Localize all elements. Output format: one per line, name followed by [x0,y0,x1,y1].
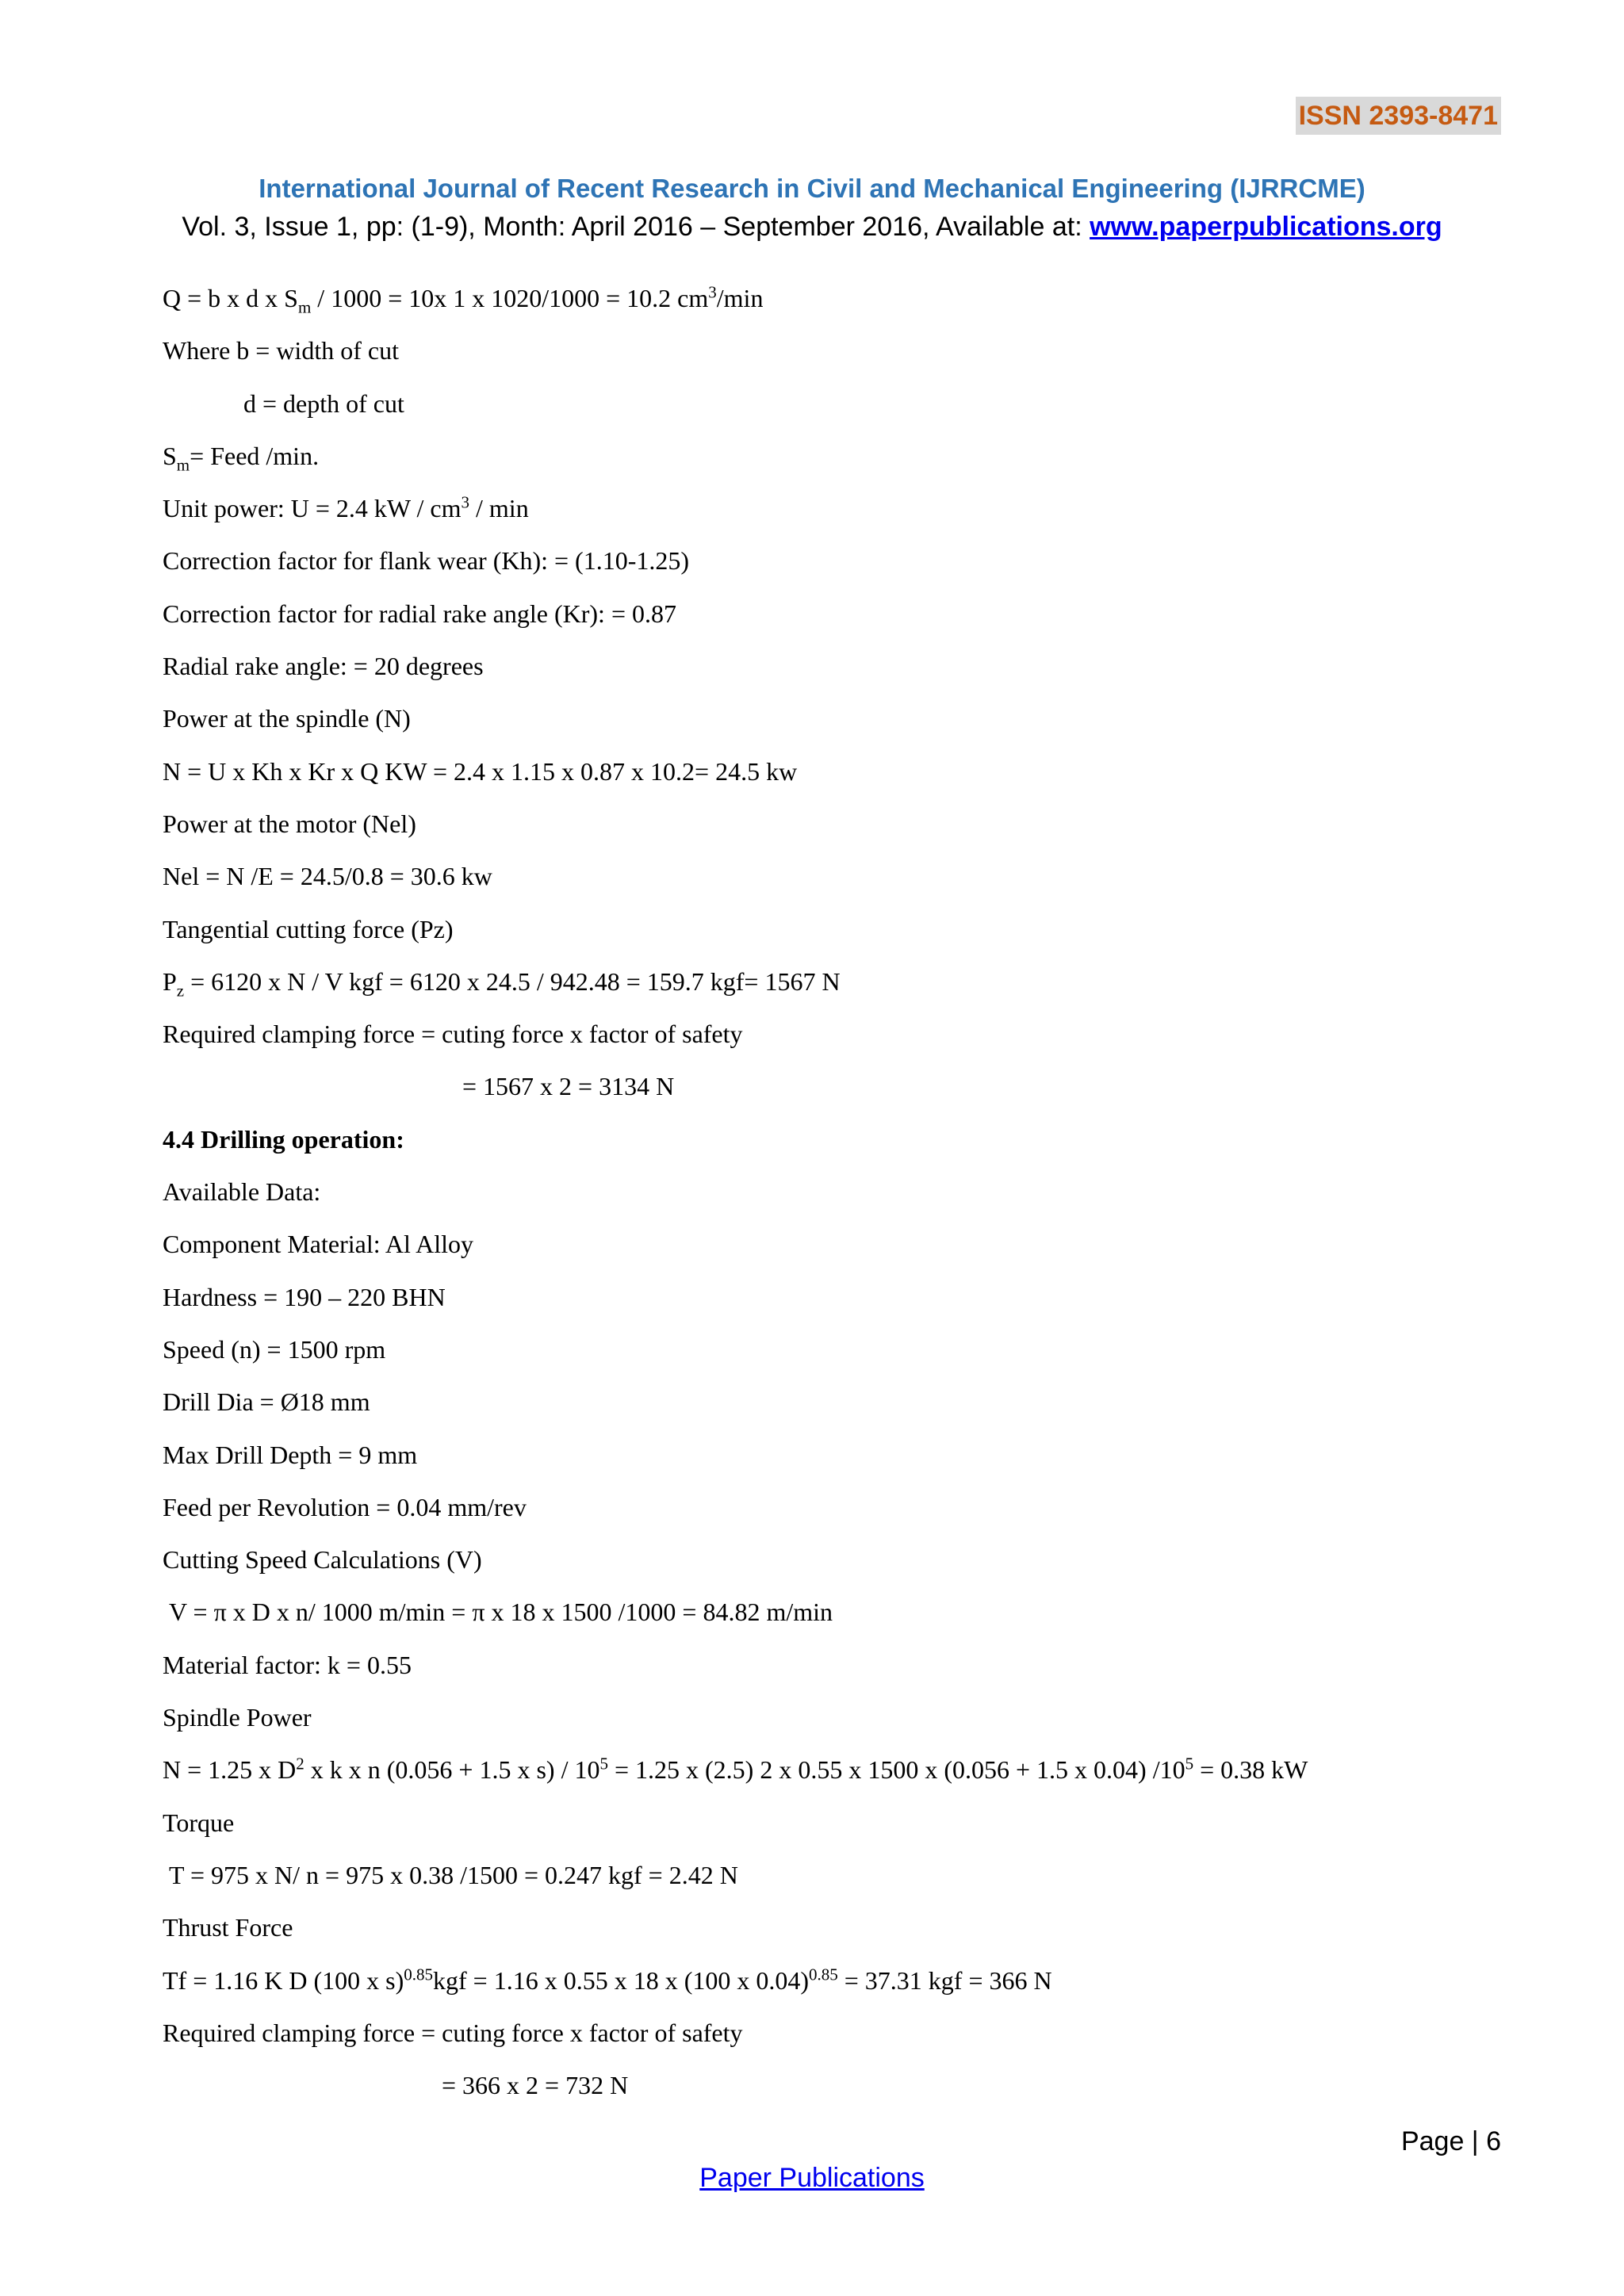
motor-power-equation: Nel = N /E = 24.5/0.8 = 30.6 kw [163,862,492,891]
clamping-force-label-2: Required clamping force = cuting force x factor of safety [163,2018,743,2047]
thrust-force-label: Thrust Force [163,1913,293,1942]
clamping-force-value-2: = 366 x 2 = 732 N [442,2071,629,2100]
clamping-force-label: Required clamping force = cuting force x factor of safety [163,1020,743,1049]
flow-rate-equation: Q = b x d x $S_m / 1000 = 10x$ 1 x 1020/1000 = 10.2 $cm^3/\min$ [163,282,764,317]
spindle-power-equation: N = U x Kh x Kr x Q KW = 2.4 x 1.15 x 0.87 x 10.2= 24.5 kw [163,756,798,786]
page-number: Page | 6 [1400,2126,1501,2156]
clamping-force-value: = 1567 x 2 = 3134 N [462,1072,675,1101]
volume-text: Vol. 3, Issue 1, pp: (1-9), Month: April 2016 – September 2016, Available at: [182,212,1090,242]
motor-power-label: Power at the motor (Nel) [163,809,416,838]
spindle-power-equation-2: N = 1.25 x $D^2$ x k x n (0.056 + 1.5 x $s) / 10^5 = 1.25$ x (2.5) 2 x 0.55 x 1500 x (0.056 + 1.5 x 0.04) $/10^5 = 0.38$ kW [163,1754,1308,1785]
where-depth: d = depth of cut [243,388,404,418]
section-heading: 4.4 Drilling operation: [163,1124,404,1154]
spindle-power-label-2: Spindle Power [163,1703,312,1732]
unit-power: Unit power: U = 2.4 kW / $cm^3$ / min [163,492,529,523]
drill-diameter: Drill Dia = Ø18 mm [163,1387,370,1417]
flank-wear-factor: Correction factor for flank wear (Kh): = (1.10-1.25) [163,546,690,576]
torque-label: Torque [163,1808,235,1837]
where-width: Where b = width of cut [163,336,399,365]
torque-equation: T = 975 x N/ n = 975 x 0.38 /1500 = 0.247 kgf = 2.42 N [169,1860,738,1889]
footer [0,2163,1624,2194]
rake-angle-factor: Correction factor for radial rake angle (Kr): = 0.87 [163,599,676,628]
feed-per-revolution: Feed per Revolution = 0.04 mm/rev [163,1492,527,1521]
hardness: Hardness = 190 – 220 BHN [163,1282,446,1311]
drill-depth: Max Drill Depth = 9 mm [163,1440,418,1469]
body-text [163,277,1495,2116]
volume-line [0,208,1624,246]
tangential-force-equation: $P_z = 6120$ x N / V kgf = 6120 x 24.5 / 942.48 = 159.7 kgf= 1567 N [163,966,841,1001]
speed: Speed (n) = 1500 rpm [163,1334,386,1364]
thrust-force-equation: Tf = 1.16 K D (100 x s)$^{0.85}$kgf = 1.16 x 0.55 x 18 x (100 x 0.04)$^{0.85}$ = 37.31 kgf = 366 N [163,1964,1052,1995]
cutting-speed-equation: V = π x D x n/ 1000 m/min = π x 18 x 1500 /1000 = 84.82 m/min [169,1598,833,1627]
tangential-force-label: Tangential cutting force (Pz) [163,914,454,943]
cutting-speed-label: Cutting Speed Calculations (V) [163,1545,482,1575]
journal-header [0,170,1624,246]
material-factor: Material factor: k = 0.55 [163,1650,412,1679]
spindle-power-label: Power at the spindle (N) [163,704,411,733]
radial-rake-angle: Radial rake angle: = 20 degrees [163,652,484,681]
publisher-link[interactable]: Paper Publications [699,2163,925,2193]
component-material: Component Material: Al Alloy [163,1230,473,1259]
journal-url-link[interactable]: www.paperpublications.org [1090,212,1442,242]
issn-badge: ISSN 2393-8471 [1296,97,1501,135]
available-data-label: Available Data: [163,1177,321,1207]
feed-definition: $S_m=$ Feed /min. [163,441,320,475]
journal-title: International Journal of Recent Research in Civil and Mechanical Engineering (IJRRCME) [259,174,1365,203]
